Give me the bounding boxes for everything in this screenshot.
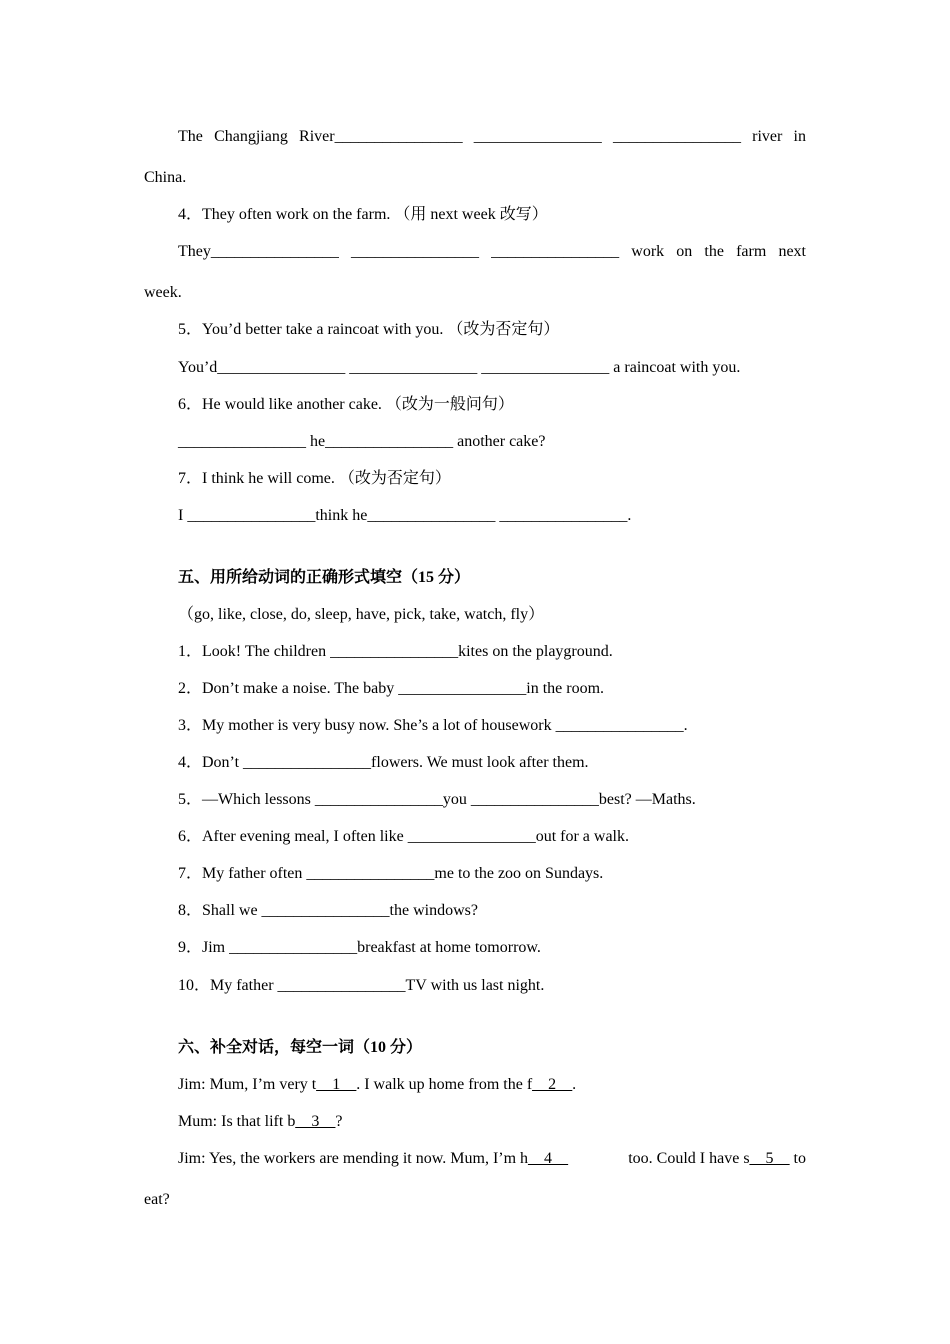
q4-question: 4．They often work on the farm. （用 next week 改写） bbox=[178, 206, 548, 223]
section5-item-6: 6．After evening meal, I often like ________________out for a walk. bbox=[178, 828, 630, 845]
dialogue-line-3-lead: Jim: Yes, the workers are mending it now. Mum, I’m h bbox=[178, 1150, 529, 1167]
dialogue-line-3 bbox=[178, 1149, 806, 1169]
blank-4: __4__ bbox=[528, 1150, 569, 1167]
q5-answer-line: You’d________________ ________________ ________________ a raincoat with you. bbox=[178, 359, 741, 376]
q4-answer-continuation: week. bbox=[144, 284, 182, 301]
blank-1: __1__ bbox=[316, 1076, 357, 1093]
q7-answer-line: I ________________think he________________ ________________. bbox=[178, 507, 632, 524]
dialogue-line-3-continuation: eat? bbox=[144, 1191, 170, 1208]
dialogue-line-1-text-d: . bbox=[572, 1076, 577, 1093]
q7-question: 7．I think he will come. （改为否定句） bbox=[178, 470, 451, 487]
q6-answer-line: ________________ he________________ another cake? bbox=[178, 433, 546, 450]
section5-item-8: 8．Shall we ________________the windows? bbox=[178, 902, 478, 919]
dialogue-line-3-end: to bbox=[789, 1150, 806, 1167]
dialogue-line-2 bbox=[178, 1112, 806, 1132]
section5-item-10: 10．My father ________________TV with us last night. bbox=[178, 977, 545, 994]
section5-item-7: 7．My father often ________________me to the zoo on Sundays. bbox=[178, 865, 604, 882]
section5-item-3: 3．My mother is very busy now. She’s a lot of housework ________________. bbox=[178, 717, 688, 734]
dialogue-line-3-text-b bbox=[628, 1149, 806, 1169]
section5-item-1: 1．Look! The children ________________kites on the playground. bbox=[178, 643, 613, 660]
section5-title: 五、用所给动词的正确形式填空（15 分） bbox=[178, 569, 471, 586]
q3-answer-continuation: China. bbox=[144, 169, 187, 186]
section5-item-5: 5．—Which lessons ________________you ________________best? —Maths. bbox=[178, 791, 696, 808]
dialogue-line-3-text-a bbox=[178, 1149, 568, 1169]
dialogue-line-2-text-c: ? bbox=[335, 1113, 343, 1130]
q4-answer-line: They________________ ________________ ________________ work on the farm next bbox=[178, 243, 806, 260]
blank-3: __3__ bbox=[295, 1113, 336, 1130]
dialogue-line-1 bbox=[178, 1075, 806, 1095]
q3-answer-line: The Changjiang River________________ ________________ ________________ river in bbox=[178, 128, 806, 145]
section6-title: 六、补全对话，每空一词（10 分） bbox=[178, 1039, 423, 1056]
section5-word-bank: （go, like, close, do, sleep, have, pick, take, watch, fly） bbox=[178, 606, 545, 623]
blank-5: __5__ bbox=[749, 1150, 790, 1167]
section5-item-2: 2．Don’t make a noise. The baby ________________in the room. bbox=[178, 680, 605, 697]
dialogue-line-3-mid: too. Could I have s bbox=[628, 1150, 750, 1167]
section5-item-9: 9．Jim ________________breakfast at home tomorrow. bbox=[178, 939, 541, 956]
blank-2: __2__ bbox=[532, 1076, 573, 1093]
q5-question: 5．You’d better take a raincoat with you. （改为否定句） bbox=[178, 321, 560, 338]
dialogue-line-2-text-a: Mum: Is that lift b bbox=[178, 1113, 296, 1130]
q6-question: 6．He would like another cake. （改为一般问句） bbox=[178, 396, 514, 413]
dialogue-line-1-text-a: Jim: Mum, I’m very t bbox=[178, 1076, 317, 1093]
section5-item-4: 4．Don’t ________________flowers. We must look after them. bbox=[178, 754, 589, 771]
dialogue-line-1-text-c: . I walk up home from the f bbox=[356, 1076, 533, 1093]
